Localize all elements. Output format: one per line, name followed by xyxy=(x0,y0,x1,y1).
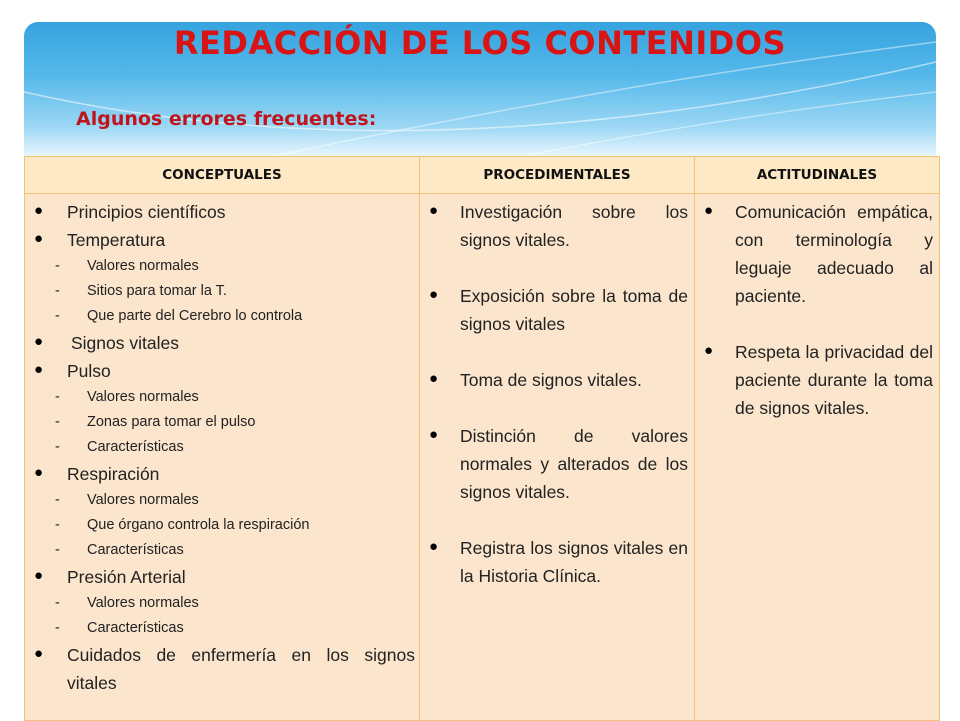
sub-item: - Valores normales xyxy=(55,595,199,611)
page-title: REDACCIÓN DE LOS CONTENIDOS xyxy=(173,24,787,62)
bullet-icon: ● xyxy=(34,230,44,247)
sub-item: - Valores normales xyxy=(55,492,199,508)
list-item: ● Distinción de valores normales y alterados de los signos vitales. xyxy=(420,422,694,506)
bullet-icon: ● xyxy=(429,202,439,219)
sub-item: - Características xyxy=(55,439,184,455)
list-item: ● Principios científicos xyxy=(25,198,419,226)
sub-item: - Valores normales xyxy=(55,389,199,405)
list-item: ● Temperatura xyxy=(25,226,419,254)
header-procedimentales: PROCEDIMENTALES xyxy=(420,157,695,194)
bullet-icon: ● xyxy=(429,286,439,303)
contents-table xyxy=(24,156,940,721)
bullet-icon: ● xyxy=(34,361,44,378)
list-item: ● Registra los signos vitales en la Historia Clínica. xyxy=(420,534,694,590)
list-item: ● Presión Arterial xyxy=(25,563,419,591)
bullet-icon: ● xyxy=(704,342,714,359)
bullet-icon: ● xyxy=(34,645,44,662)
bullet-icon: ● xyxy=(34,333,44,350)
header-actitudinales: ACTITUDINALES xyxy=(695,157,940,194)
actitudinales-cell xyxy=(695,194,940,721)
list-item: ● Respiración xyxy=(25,460,419,488)
list-item: ● Toma de signos vitales. xyxy=(420,366,694,394)
bullet-icon: ● xyxy=(429,370,439,387)
bullet-icon: ● xyxy=(34,567,44,584)
bullet-icon: ● xyxy=(34,202,44,219)
list-item: ● Pulso xyxy=(25,357,419,385)
sub-item: - Que órgano controla la respiración xyxy=(55,517,310,533)
sub-item: - Sitios para tomar la T. xyxy=(55,283,227,299)
list-item: ● Cuidados de enfermería en los signos vitales xyxy=(25,641,419,697)
table-row xyxy=(25,194,940,721)
sub-item: - Que parte del Cerebro lo controla xyxy=(55,308,303,324)
table-header-row xyxy=(25,157,940,194)
sub-item: - Características xyxy=(55,542,184,558)
bullet-icon: ● xyxy=(429,426,439,443)
bullet-icon: ● xyxy=(34,464,44,481)
list-item: ● Investigación sobre los signos vitales. xyxy=(420,198,694,254)
bullet-icon: ● xyxy=(704,202,714,219)
bullet-icon: ● xyxy=(429,538,439,555)
header-conceptuales: CONCEPTUALES xyxy=(25,157,420,194)
list-item: ● Respeta la privacidad del paciente durante la toma de signos vitales. xyxy=(695,338,939,422)
sub-item: - Valores normales xyxy=(55,258,199,274)
sub-item: - Zonas para tomar el pulso xyxy=(55,414,256,430)
procedimentales-cell xyxy=(420,194,695,721)
list-item: ● Signos vitales xyxy=(25,329,419,357)
conceptuales-cell xyxy=(25,194,420,721)
list-item: ● Comunicación empática, con terminología y leguaje adecuado al paciente. xyxy=(695,198,939,310)
sub-item: - Características xyxy=(55,620,184,636)
list-item: ● Exposición sobre la toma de signos vitales xyxy=(420,282,694,338)
subtitle: Algunos errores frecuentes: xyxy=(76,108,377,130)
